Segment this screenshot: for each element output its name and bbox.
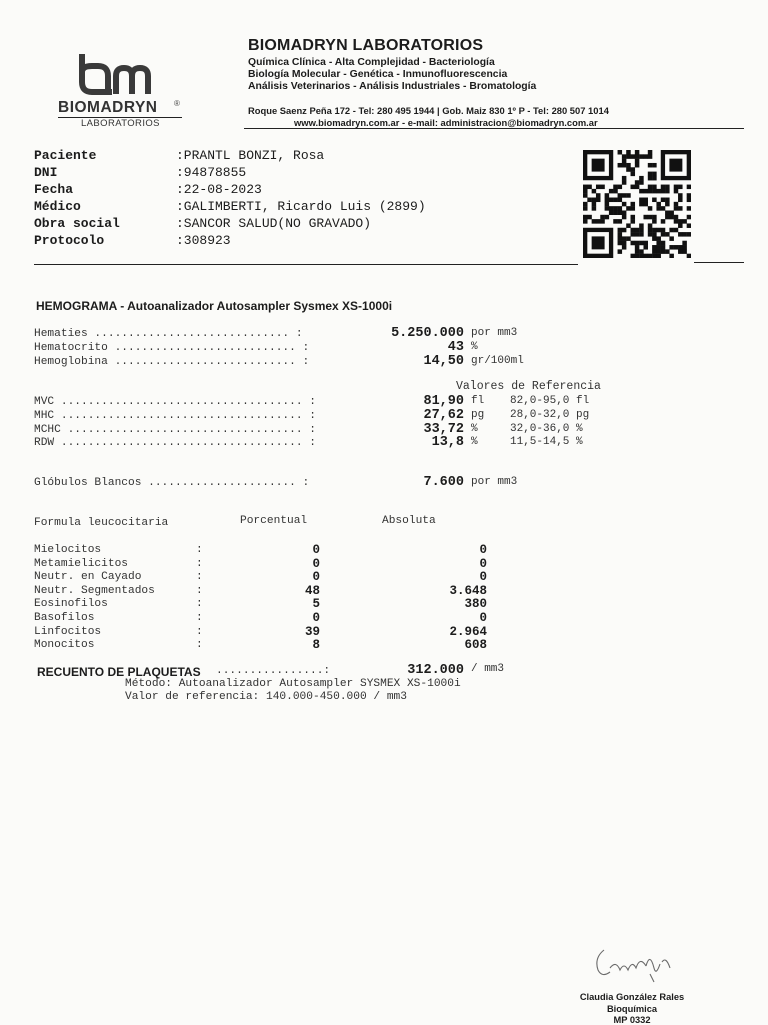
header-divider — [244, 128, 744, 129]
hematies-label: Hematies ............................. : — [34, 328, 303, 340]
hematocrito-unit: % — [471, 341, 478, 353]
reference-header: Valores de Referencia — [456, 380, 601, 393]
hematies-value: 5.250.000 — [391, 326, 464, 341]
wbc-label: Glóbulos Blancos ...................... : — [34, 477, 310, 489]
formula-row-label: Neutr. en Cayado — [34, 571, 142, 583]
rdw-value: 13,8 — [431, 435, 464, 450]
signature-name: Claudia González Rales — [579, 992, 685, 1002]
specialties-line-1: Química Clínica - Alta Complejidad - Bacteriología — [248, 57, 495, 68]
mchc-reference: 32,0-36,0 % — [510, 423, 583, 435]
mvc-reference: 82,0-95,0 fl — [510, 395, 590, 407]
formula-row-absolute: 0 — [479, 543, 487, 557]
hemograma-title: HEMOGRAMA - Autoanalizador Autosampler Sysmex XS-1000i — [36, 299, 393, 313]
mchc-value: 33,72 — [423, 422, 464, 437]
formula-title: Formula leucocitaria — [34, 517, 169, 529]
formula-row-colon: : — [196, 612, 203, 624]
lab-logo — [72, 52, 152, 98]
signature-license: MP 0332 — [613, 1015, 651, 1025]
dni-value: :94878855 — [176, 165, 247, 180]
formula-row-colon: : — [196, 571, 203, 583]
formula-row-colon: : — [196, 558, 203, 570]
formula-row-percent: 0 — [312, 557, 320, 571]
mhc-label: MHC .................................... : — [34, 410, 316, 422]
lab-web-email: www.biomadryn.com.ar - e-mail: administracion@biomadryn.com.ar — [294, 117, 598, 128]
brand-subtitle: LABORATORIOS — [81, 118, 160, 129]
formula-row-absolute: 380 — [464, 597, 487, 611]
doctor-value: :GALIMBERTI, Ricardo Luis (2899) — [176, 199, 426, 214]
mvc-label: MVC .................................... : — [34, 396, 316, 408]
formula-row-absolute: 0 — [479, 557, 487, 571]
hemoglobina-value: 14,50 — [423, 354, 464, 369]
formula-row-label: Basofilos — [34, 612, 95, 624]
hematies-unit: por mm3 — [471, 327, 518, 339]
qr-code-icon — [583, 150, 691, 258]
rdw-label: RDW .................................... : — [34, 437, 316, 449]
protocol-label: Protocolo — [34, 233, 105, 248]
formula-row-label: Mielocitos — [34, 544, 102, 556]
patient-label: Paciente — [34, 148, 97, 163]
rdw-reference: 11,5-14,5 % — [510, 436, 583, 448]
hematocrito-label: Hematocrito ........................... : — [34, 342, 310, 354]
platelets-unit: / mm3 — [471, 663, 505, 675]
formula-row-label: Metamielicitos — [34, 558, 128, 570]
specialties-line-2: Biología Molecular - Genética - Inmunofluorescencia — [248, 69, 508, 80]
mhc-unit: pg — [471, 409, 485, 421]
platelets-method: Método: Autoanalizador Autosampler SYSMEX XS-1000i — [125, 678, 461, 690]
formula-row-colon: : — [196, 544, 203, 556]
mvc-unit: fl — [471, 395, 485, 407]
registered-mark: ® — [174, 99, 180, 108]
date-value: :22-08-2023 — [176, 182, 262, 197]
formula-row-absolute: 608 — [464, 638, 487, 652]
formula-row-percent: 0 — [312, 611, 320, 625]
date-label: Fecha — [34, 182, 74, 197]
formula-col-absolute: Absoluta — [382, 515, 436, 527]
formula-row-absolute: 2.964 — [449, 625, 487, 639]
formula-row-absolute: 3.648 — [449, 584, 487, 598]
specialties-line-3: Análisis Veterinarios - Análisis Industriales - Bromatología — [248, 81, 537, 92]
insurance-label: Obra social — [34, 216, 120, 231]
formula-row-percent: 5 — [312, 597, 320, 611]
dni-label: DNI — [34, 165, 58, 180]
platelets-label: RECUENTO DE PLAQUETAS — [37, 665, 201, 679]
signature-image — [590, 938, 680, 988]
patient-value: :PRANTL BONZI, Rosa — [176, 148, 325, 163]
formula-row-label: Monocitos — [34, 639, 95, 651]
hemoglobina-unit: gr/100ml — [471, 355, 524, 367]
formula-row-label: Linfocitos — [34, 626, 102, 638]
formula-row-label: Neutr. Segmentados — [34, 585, 155, 597]
protocol-value: :308923 — [176, 233, 231, 248]
hematocrito-value: 43 — [447, 340, 464, 355]
formula-row-colon: : — [196, 598, 203, 610]
formula-row-percent: 0 — [312, 543, 320, 557]
wbc-unit: por mm3 — [471, 476, 518, 488]
rdw-unit: % — [471, 436, 478, 448]
formula-row-absolute: 0 — [479, 570, 487, 584]
formula-row-absolute: 0 — [479, 611, 487, 625]
platelets-reference: Valor de referencia: 140.000-450.000 / mm3 — [125, 691, 407, 703]
signature-title: Bioquímica — [606, 1004, 658, 1014]
brand-name: BIOMADRYN — [58, 99, 158, 116]
formula-row-percent: 8 — [312, 638, 320, 652]
lab-title: BIOMADRYN LABORATORIOS — [248, 37, 484, 54]
lab-address: Roque Saenz Peña 172 - Tel: 280 495 1944 | Gob. Maiz 830 1º P - Tel: 280 507 1014 — [248, 105, 609, 116]
formula-row-colon: : — [196, 626, 203, 638]
formula-row-colon: : — [196, 585, 203, 597]
formula-row-percent: 0 — [312, 570, 320, 584]
hemoglobina-label: Hemoglobina ........................... : — [34, 356, 310, 368]
bm-logo-icon — [72, 52, 152, 98]
mhc-value: 27,62 — [423, 408, 464, 423]
formula-row-label: Eosinofilos — [34, 598, 108, 610]
platelets-dots: ................: — [216, 665, 331, 677]
doctor-label: Médico — [34, 199, 81, 214]
formula-row-colon: : — [196, 639, 203, 651]
formula-row-percent: 39 — [304, 625, 320, 639]
platelets-value: 312.000 — [407, 663, 464, 678]
patient-divider — [34, 264, 578, 265]
mchc-label: MCHC ................................... : — [34, 424, 316, 436]
mvc-value: 81,90 — [423, 394, 464, 409]
mhc-reference: 28,0-32,0 pg — [510, 409, 590, 421]
formula-row-percent: 48 — [304, 584, 320, 598]
mchc-unit: % — [471, 423, 478, 435]
wbc-value: 7.600 — [423, 475, 464, 490]
insurance-value: :SANCOR SALUD(NO GRAVADO) — [176, 216, 372, 231]
patient-divider-right — [694, 262, 744, 263]
formula-col-percent: Porcentual — [240, 515, 308, 527]
